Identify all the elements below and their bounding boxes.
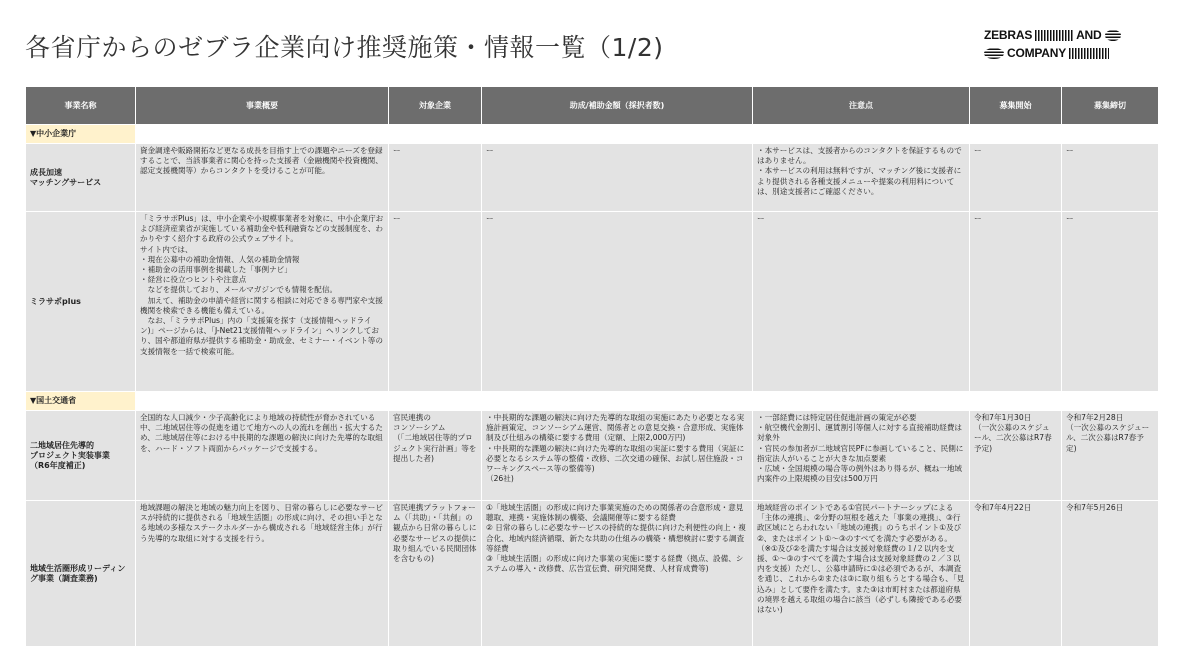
program-end: ー	[1062, 144, 1159, 212]
program-amount: ①「地域生活圏」の形成に向けた事業実施のための関係者の合意形成・意見聴取、連携・実施体制の構築、会議開催等に要する経費 ② 日常の暮らしに必要なサービスの持続的な提供に向けた利便性の向上・複合化、地域内経済循環、新たな共助の仕組みの構築・構想検討に要する調査等経費 ③「地域生活圏」の形成に向けた事業の実施に要する経費（拠点、設備、システムの導入・改修費、広告宣伝費、研究開発費、人材育成費等)	[482, 501, 753, 647]
section-row	[26, 392, 1159, 411]
program-target: ー	[389, 144, 482, 212]
program-overview: 資金調達や販路開拓など更なる成長を目指す上での課題やニーズを登録することで、当該事業者に関心を持った支援者（金融機関や投資機関、認定支援機関等）からコンタクトを受けることが可能。	[136, 144, 389, 212]
program-name: 成長加速 マッチングサービス	[26, 144, 136, 212]
program-notes: ・一部経費には特定居住促進計画の策定が必要 ・航空機代金割引、運賃割引等個人に対する直接補助経費は対象外 ・官民の参加者が二地域官民PFに参画していること、民側に指定法人がいることが大きな加点要素 ・広域・全国規模の場合等の例外はあり得るが、概ね一地域内案件の上限規模の目安は500万円	[753, 411, 970, 501]
column-header: 募集開始	[970, 87, 1062, 125]
table-row	[26, 212, 1159, 392]
company-logo	[984, 26, 1124, 66]
column-header: 注意点	[753, 87, 970, 125]
policy-table	[25, 86, 1159, 647]
section-label: ▼中小企業庁	[26, 125, 136, 144]
program-notes: ー	[753, 212, 970, 392]
column-header: 助成/補助金額（採択者数)	[482, 87, 753, 125]
program-amount: ー	[482, 144, 753, 212]
page-title: 各省庁からのゼブラ企業向け推奨施策・情報一覧（1/2)	[25, 33, 664, 62]
program-name: ミラサポplus	[26, 212, 136, 392]
program-end: 令和7年2月28日 （一次公募のスケジュール、二次公募はR7春予定)	[1062, 411, 1159, 501]
program-overview: 地域課題の解決と地域の魅力向上を図り、日常の暮らしに必要なサービスが持続的に提供される「地域生活圏」の形成に向け、その担い手となる地域の多様なステークホルダーから構成される「地域経営主体」が行う先導的な取組に対する支援を行う。	[136, 501, 389, 647]
logo-line2: COMPANY	[1007, 46, 1067, 60]
logo-and: AND	[1076, 28, 1102, 42]
table-row	[26, 144, 1159, 212]
logo-oval-icon	[984, 48, 1004, 59]
column-header: 事業概要	[136, 87, 389, 125]
program-start: 令和7年1月30日 （一次公募のスケジュール、二次公募はR7春予定)	[970, 411, 1062, 501]
logo-oval-icon	[1105, 30, 1122, 41]
program-name: 二地域居住先導的 プロジェクト実装事業 （R6年度補正)	[26, 411, 136, 501]
table-row	[26, 411, 1159, 501]
logo-stripe-icon	[1069, 48, 1109, 59]
program-amount: ー	[482, 212, 753, 392]
program-end: ー	[1062, 212, 1159, 392]
program-notes: 地域経営のポイントである①官民パートナーシップによる「主体の連携」、②分野の垣根を越えた「事業の連携」、③行政区域にとらわれない「地域の連携」のうちポイント①及び②、またはポイント①～③のすべてを満たす必要がある。（※①及び②を満たす場合は支援対象経費の１/２以内を支援、①～③のすべてを満たす場合は支援対象経費の２／３以内を支援）ただし、公募申請時に①は必須であるが、本調査を通じ、これから②または③に取り組もうとする場合も、「見込み」として要件を満たす。また③は市町村または都道府県の境界を越える取組の場合に該当（必ずしも隣接である必要はない)	[753, 501, 970, 647]
program-start: 令和7年4月22日	[970, 501, 1062, 647]
table-row	[26, 501, 1159, 647]
program-target: 官民連携プラットフォーム（「共助」・「共創」の観点から日常の暮らしに必要なサービスの提供に取り組んでいる民間団体を含むもの)	[389, 501, 482, 647]
program-overview: 「ミラサポPlus」は、中小企業や小規模事業者を対象に、中小企業庁および経済産業省が実施している補助金や低利融資などの支援制度を、わかりやすく紹介する政府の公式ウェブサイト。 サイト内では、 ・現在公募中の補助金情報、人気の補助金情報 ・補助金の活用事例を掲載した「事例ナビ」 ・経営に役立つヒントや注意点 などを提供しており、メールマガジンでも情報を配信。 加えて、補助金の申請や経営に関する相談に対応できる専門家や支援機関を検索できる機能も備えている。 なお、「ミラサポPlus」内の「支援策を探す（支援情報ヘッドライン)」ページからは、「J-Net21支援情報ヘッドライン」へリンクしており、国や都道府県が提供する補助金・助成金、セミナー・イベント等の支援情報を一括で検索可能。	[136, 212, 389, 392]
section-label: ▼国土交通省	[26, 392, 136, 411]
program-overview: 全国的な人口減少・少子高齢化により地域の持続性が脅かされている中、二地域居住等の促進を通じて地方への人の流れを創出・拡大するため、二地域居住等における中長期的な課題の解決に向けた先導的な取組を、ハード・ソフト両面からパッケージで支援する。	[136, 411, 389, 501]
column-header: 事業名称	[26, 87, 136, 125]
program-end: 令和7年5月26日	[1062, 501, 1159, 647]
section-row	[26, 125, 1159, 144]
logo-line1: ZEBRAS	[984, 28, 1033, 42]
column-header: 募集締切	[1062, 87, 1159, 125]
program-notes: ・本サービスは、支援者からのコンタクトを保証するものではありません。 ・本サービスの利用は無料ですが、マッチング後に支援者により提供される各種支援メニューや提案の利用料については、別途支援者にご確認ください。	[753, 144, 970, 212]
program-amount: ・中長期的な課題の解決に向けた先導的な取組の実施にあたり必要となる実施計画策定、コンソーシアム運営、関係者との意見交換・合意形成、実施体制及び仕組みの構築に要する費用（定額、上限2,000万円) ・中長期的な課題の解決に向けた先導的な取組の実証に要する費用（実証に必要となるシステム等の整備・改修、二次交通の確保、お試し居住施設・コワーキングスペース等の整備等) （26社)	[482, 411, 753, 501]
table-header-row	[26, 87, 1159, 125]
program-start: ー	[970, 144, 1062, 212]
logo-stripe-icon	[1035, 30, 1073, 41]
program-target: ー	[389, 212, 482, 392]
column-header: 対象企業	[389, 87, 482, 125]
program-name: 地域生活圏形成リーディング事業（調査業務)	[26, 501, 136, 647]
program-start: ー	[970, 212, 1062, 392]
program-target: 官民連携の コンソーシアム （「二地域居住等的プロジェクト実行計画」等を提出した者)	[389, 411, 482, 501]
